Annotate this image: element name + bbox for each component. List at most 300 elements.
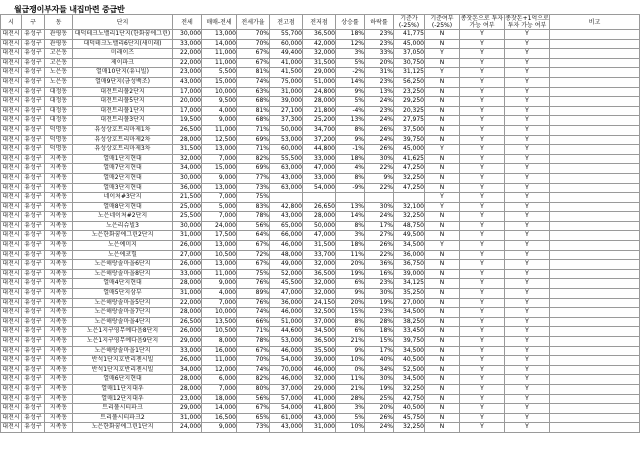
table-cell[interactable]: 43,000: [173, 77, 202, 87]
table-cell[interactable]: 유성상호트리마제3차: [73, 145, 173, 155]
table-cell[interactable]: Y: [460, 337, 505, 347]
table-cell[interactable]: 77%: [237, 173, 270, 183]
table-cell[interactable]: 41,000: [270, 58, 303, 68]
table-cell[interactable]: 열매11단지대우: [73, 384, 173, 394]
table-cell[interactable]: 지족동: [45, 164, 73, 174]
table-cell[interactable]: 14%: [336, 212, 365, 222]
table-cell[interactable]: [550, 394, 640, 404]
table-cell[interactable]: 47,000: [303, 164, 336, 174]
table-cell[interactable]: 82%: [237, 154, 270, 164]
table-cell[interactable]: 26,500: [173, 125, 202, 135]
table-cell[interactable]: 열매10단지(유니빌): [73, 68, 173, 78]
table-cell[interactable]: 82%: [237, 375, 270, 385]
table-cell[interactable]: 지족동: [45, 193, 73, 203]
table-cell[interactable]: 지족동: [45, 337, 73, 347]
table-cell[interactable]: 17%: [365, 346, 394, 356]
table-cell[interactable]: 13,000: [202, 145, 237, 155]
table-cell[interactable]: Y: [505, 164, 550, 174]
table-cell[interactable]: Y: [505, 116, 550, 126]
table-cell[interactable]: 33,450: [394, 327, 425, 337]
table-cell[interactable]: 32,000: [173, 154, 202, 164]
table-cell[interactable]: 열매12단지대우: [73, 394, 173, 404]
table-cell[interactable]: 대전트리풀5단지: [73, 97, 173, 107]
table-cell[interactable]: Y: [460, 423, 505, 433]
table-cell[interactable]: 지족동: [45, 327, 73, 337]
table-cell[interactable]: 26%: [365, 145, 394, 155]
table-cell[interactable]: 44,800: [303, 145, 336, 155]
table-cell[interactable]: Y: [460, 202, 505, 212]
table-cell[interactable]: N: [425, 30, 460, 40]
table-cell[interactable]: 대전시: [1, 289, 22, 299]
table-cell[interactable]: 32,250: [394, 212, 425, 222]
table-cell[interactable]: 36,500: [303, 269, 336, 279]
table-cell[interactable]: 28,000: [173, 308, 202, 318]
table-cell[interactable]: N: [425, 164, 460, 174]
table-cell[interactable]: 67%: [237, 404, 270, 414]
table-cell[interactable]: Y: [505, 49, 550, 59]
table-cell[interactable]: 54,000: [270, 404, 303, 414]
table-cell[interactable]: 19%: [336, 269, 365, 279]
table-cell[interactable]: 7,000: [202, 298, 237, 308]
table-cell[interactable]: Y: [460, 404, 505, 414]
table-cell[interactable]: 노은1지구영무예다음8단지: [73, 327, 173, 337]
table-cell[interactable]: 31,500: [173, 145, 202, 155]
table-cell[interactable]: 31,000: [173, 289, 202, 299]
table-cell[interactable]: 26,000: [173, 356, 202, 366]
table-cell[interactable]: [550, 183, 640, 193]
table-cell[interactable]: 31,500: [303, 241, 336, 251]
table-cell[interactable]: 10%: [336, 356, 365, 366]
table-cell[interactable]: 55,500: [270, 154, 303, 164]
table-cell[interactable]: 유성구: [22, 337, 45, 347]
table-cell[interactable]: Y: [505, 423, 550, 433]
table-cell[interactable]: 36,750: [394, 260, 425, 270]
table-cell[interactable]: 35,250: [394, 289, 425, 299]
table-cell[interactable]: 트리풀시티파크: [73, 404, 173, 414]
table-cell[interactable]: 80%: [237, 384, 270, 394]
table-cell[interactable]: 15,000: [202, 77, 237, 87]
table-cell[interactable]: [550, 145, 640, 155]
table-cell[interactable]: 유성구: [22, 97, 45, 107]
table-cell[interactable]: 유성구: [22, 317, 45, 327]
table-cell[interactable]: 17,000: [173, 106, 202, 116]
table-cell[interactable]: 20,325: [394, 106, 425, 116]
table-cell[interactable]: 74%: [237, 365, 270, 375]
table-cell[interactable]: N: [425, 337, 460, 347]
table-cell[interactable]: 노은해랑솔마을7단지: [73, 308, 173, 318]
table-cell[interactable]: [550, 356, 640, 366]
table-cell[interactable]: 지족동: [45, 404, 73, 414]
table-cell[interactable]: 5,500: [202, 68, 237, 78]
table-cell[interactable]: 10,000: [202, 87, 237, 97]
table-cell[interactable]: 8%: [336, 173, 365, 183]
table-cell[interactable]: [550, 337, 640, 347]
table-cell[interactable]: 33,000: [173, 269, 202, 279]
table-cell[interactable]: 노은리슈빌3: [73, 221, 173, 231]
table-cell[interactable]: Y: [505, 135, 550, 145]
table-cell[interactable]: N: [425, 279, 460, 289]
table-cell[interactable]: 31,000: [173, 413, 202, 423]
table-cell[interactable]: 13%: [365, 87, 394, 97]
table-cell[interactable]: Y: [505, 106, 550, 116]
table-cell[interactable]: Y: [460, 356, 505, 366]
table-cell[interactable]: Y: [505, 279, 550, 289]
table-cell[interactable]: N: [425, 365, 460, 375]
table-cell[interactable]: 45,000: [394, 145, 425, 155]
table-cell[interactable]: 66,000: [270, 231, 303, 241]
table-cell[interactable]: 대전시: [1, 279, 22, 289]
table-cell[interactable]: [550, 125, 640, 135]
table-cell[interactable]: 지족동: [45, 413, 73, 423]
table-cell[interactable]: 46,000: [270, 346, 303, 356]
header-cell[interactable]: 기준여부 (-25%): [425, 15, 460, 30]
table-cell[interactable]: [550, 30, 640, 40]
table-cell[interactable]: 지족동: [45, 298, 73, 308]
table-cell[interactable]: 36,000: [173, 183, 202, 193]
table-cell[interactable]: [550, 49, 640, 59]
table-cell[interactable]: 75%: [237, 269, 270, 279]
table-cell[interactable]: 51,000: [303, 77, 336, 87]
table-cell[interactable]: 30,000: [173, 30, 202, 40]
table-cell[interactable]: 관평동: [45, 39, 73, 49]
table-cell[interactable]: 대전시: [1, 202, 22, 212]
table-cell[interactable]: 24%: [365, 116, 394, 126]
table-cell[interactable]: 네이처#3단지: [73, 193, 173, 203]
table-cell[interactable]: 68%: [237, 116, 270, 126]
table-cell[interactable]: 26%: [365, 241, 394, 251]
table-cell[interactable]: 43,000: [303, 413, 336, 423]
table-cell[interactable]: Y: [460, 308, 505, 318]
table-cell[interactable]: 대전시: [1, 260, 22, 270]
table-cell[interactable]: 47,250: [394, 164, 425, 174]
table-cell[interactable]: 0%: [336, 365, 365, 375]
table-cell[interactable]: 대전시: [1, 404, 22, 414]
table-cell[interactable]: 13,500: [202, 317, 237, 327]
table-cell[interactable]: Y: [505, 308, 550, 318]
table-cell[interactable]: Y: [460, 164, 505, 174]
table-cell[interactable]: 8%: [336, 125, 365, 135]
table-cell[interactable]: 22,000: [173, 49, 202, 59]
table-cell[interactable]: 65%: [237, 413, 270, 423]
table-cell[interactable]: 대전시: [1, 58, 22, 68]
table-cell[interactable]: 열매8단지현대: [73, 202, 173, 212]
table-cell[interactable]: 24%: [365, 212, 394, 222]
table-cell[interactable]: Y: [460, 39, 505, 49]
table-cell[interactable]: 5%: [336, 413, 365, 423]
table-cell[interactable]: 70%: [237, 39, 270, 49]
table-cell[interactable]: 6,000: [202, 375, 237, 385]
table-cell[interactable]: 89%: [237, 289, 270, 299]
table-cell[interactable]: 대전시: [1, 77, 22, 87]
table-cell[interactable]: 36,500: [303, 337, 336, 347]
table-cell[interactable]: Y: [460, 298, 505, 308]
table-cell[interactable]: 대전시: [1, 193, 22, 203]
table-cell[interactable]: 34,500: [303, 327, 336, 337]
table-cell[interactable]: [550, 231, 640, 241]
table-cell[interactable]: 34,500: [394, 241, 425, 251]
table-cell[interactable]: [394, 193, 425, 203]
table-cell[interactable]: [550, 384, 640, 394]
table-cell[interactable]: [550, 375, 640, 385]
table-cell[interactable]: Y: [505, 125, 550, 135]
table-cell[interactable]: 지족동: [45, 231, 73, 241]
table-cell[interactable]: 25,500: [173, 212, 202, 222]
table-cell[interactable]: Y: [460, 49, 505, 59]
table-cell[interactable]: 14,000: [202, 404, 237, 414]
table-cell[interactable]: 20,000: [173, 97, 202, 107]
table-cell[interactable]: 28,000: [303, 212, 336, 222]
table-cell[interactable]: Y: [505, 97, 550, 107]
table-cell[interactable]: 열매2단지현대: [73, 173, 173, 183]
table-cell[interactable]: 유성상호트리마제2차: [73, 135, 173, 145]
table-cell[interactable]: Y: [505, 39, 550, 49]
table-cell[interactable]: 대전시: [1, 356, 22, 366]
header-cell[interactable]: 전저점: [303, 15, 336, 30]
table-cell[interactable]: 23%: [365, 308, 394, 318]
table-cell[interactable]: -9%: [336, 183, 365, 193]
table-cell[interactable]: 유성구: [22, 289, 45, 299]
table-cell[interactable]: 지족동: [45, 394, 73, 404]
table-cell[interactable]: [550, 116, 640, 126]
table-cell[interactable]: 67%: [237, 346, 270, 356]
table-cell[interactable]: 28,000: [303, 97, 336, 107]
table-cell[interactable]: N: [425, 375, 460, 385]
table-cell[interactable]: 68%: [237, 97, 270, 107]
table-cell[interactable]: 64%: [237, 231, 270, 241]
table-cell[interactable]: 36,000: [270, 298, 303, 308]
table-cell[interactable]: 32,000: [303, 260, 336, 270]
header-cell[interactable]: 비고: [550, 15, 640, 30]
table-cell[interactable]: 트리풀시티파크2: [73, 413, 173, 423]
header-cell[interactable]: 전세: [173, 15, 202, 30]
table-cell[interactable]: 65,000: [270, 221, 303, 231]
table-cell[interactable]: N: [425, 135, 460, 145]
table-cell[interactable]: 노은해랑솔마을4단지: [73, 317, 173, 327]
table-cell[interactable]: 11,000: [202, 58, 237, 68]
table-cell[interactable]: [550, 241, 640, 251]
table-cell[interactable]: 노은동: [45, 77, 73, 87]
table-cell[interactable]: 제이파크: [73, 58, 173, 68]
table-cell[interactable]: -2%: [336, 68, 365, 78]
table-cell[interactable]: 열매5단지삼부: [73, 289, 173, 299]
table-cell[interactable]: 20%: [365, 404, 394, 414]
table-cell[interactable]: 유성구: [22, 39, 45, 49]
table-cell[interactable]: [550, 221, 640, 231]
table-cell[interactable]: Y: [460, 260, 505, 270]
table-cell[interactable]: 유성구: [22, 164, 45, 174]
table-cell[interactable]: 유성구: [22, 365, 45, 375]
table-cell[interactable]: Y: [505, 68, 550, 78]
table-cell[interactable]: 33,000: [173, 39, 202, 49]
table-cell[interactable]: 유성구: [22, 68, 45, 78]
table-cell[interactable]: 대전트리풀1단지: [73, 106, 173, 116]
table-cell[interactable]: 24%: [365, 97, 394, 107]
table-cell[interactable]: 유성구: [22, 77, 45, 87]
table-cell[interactable]: 25,200: [303, 116, 336, 126]
table-cell[interactable]: 83%: [237, 202, 270, 212]
table-cell[interactable]: -4%: [336, 106, 365, 116]
table-cell[interactable]: [550, 154, 640, 164]
table-cell[interactable]: 대전시: [1, 337, 22, 347]
table-cell[interactable]: Y: [460, 413, 505, 423]
table-cell[interactable]: 13,000: [202, 30, 237, 40]
table-cell[interactable]: [550, 68, 640, 78]
table-cell[interactable]: Y: [460, 135, 505, 145]
table-cell[interactable]: 9,000: [202, 173, 237, 183]
table-cell[interactable]: 8,000: [202, 337, 237, 347]
table-cell[interactable]: 73%: [237, 183, 270, 193]
table-cell[interactable]: 6%: [336, 279, 365, 289]
table-cell[interactable]: 37,050: [394, 49, 425, 59]
table-cell[interactable]: Y: [505, 193, 550, 203]
table-cell[interactable]: 76%: [237, 279, 270, 289]
table-cell[interactable]: [303, 193, 336, 203]
table-cell[interactable]: N: [425, 298, 460, 308]
table-cell[interactable]: 49,000: [270, 260, 303, 270]
table-cell[interactable]: 대전시: [1, 327, 22, 337]
table-cell[interactable]: Y: [505, 289, 550, 299]
table-cell[interactable]: 34%: [365, 365, 394, 375]
table-cell[interactable]: 대전시: [1, 346, 22, 356]
table-cell[interactable]: 29,000: [303, 68, 336, 78]
table-cell[interactable]: 31,000: [173, 231, 202, 241]
table-cell[interactable]: 23,250: [394, 87, 425, 97]
table-cell[interactable]: 26,000: [173, 260, 202, 270]
table-cell[interactable]: Y: [460, 145, 505, 155]
table-cell[interactable]: [550, 365, 640, 375]
table-cell[interactable]: Y: [460, 384, 505, 394]
table-cell[interactable]: 16%: [365, 269, 394, 279]
table-cell[interactable]: 고은동: [45, 58, 73, 68]
table-cell[interactable]: 9%: [336, 346, 365, 356]
table-cell[interactable]: Y: [460, 231, 505, 241]
table-cell[interactable]: [550, 250, 640, 260]
table-cell[interactable]: 39,000: [270, 97, 303, 107]
table-cell[interactable]: 9%: [365, 173, 394, 183]
table-cell[interactable]: 50,000: [270, 125, 303, 135]
table-cell[interactable]: 대전시: [1, 317, 22, 327]
table-cell[interactable]: N: [425, 308, 460, 318]
table-cell[interactable]: Y: [505, 202, 550, 212]
table-cell[interactable]: 51,000: [270, 317, 303, 327]
table-cell[interactable]: 23,000: [173, 68, 202, 78]
table-cell[interactable]: Y: [425, 68, 460, 78]
table-cell[interactable]: 9,500: [202, 97, 237, 107]
table-cell[interactable]: 36%: [365, 260, 394, 270]
table-cell[interactable]: 열매4단지현대: [73, 279, 173, 289]
table-cell[interactable]: 유성구: [22, 183, 45, 193]
table-cell[interactable]: 71%: [237, 145, 270, 155]
table-cell[interactable]: 42,750: [394, 394, 425, 404]
table-cell[interactable]: 유성구: [22, 279, 45, 289]
table-cell[interactable]: Y: [460, 77, 505, 87]
table-cell[interactable]: N: [425, 404, 460, 414]
table-cell[interactable]: 유성구: [22, 202, 45, 212]
table-cell[interactable]: 18%: [336, 154, 365, 164]
table-cell[interactable]: 27,000: [173, 250, 202, 260]
table-cell[interactable]: 20%: [336, 260, 365, 270]
table-cell[interactable]: 지족동: [45, 365, 73, 375]
table-cell[interactable]: N: [425, 183, 460, 193]
table-cell[interactable]: 69%: [237, 164, 270, 174]
header-cell[interactable]: 시: [1, 15, 22, 30]
table-cell[interactable]: Y: [460, 221, 505, 231]
table-cell[interactable]: 대전트리풀3단지: [73, 116, 173, 126]
table-cell[interactable]: 26,000: [173, 327, 202, 337]
table-cell[interactable]: 34,000: [173, 365, 202, 375]
table-cell[interactable]: N: [425, 116, 460, 126]
table-cell[interactable]: 유성구: [22, 231, 45, 241]
table-cell[interactable]: 24%: [365, 423, 394, 433]
table-cell[interactable]: 30%: [365, 289, 394, 299]
table-cell[interactable]: 52,000: [270, 269, 303, 279]
table-cell[interactable]: 48,000: [270, 250, 303, 260]
table-cell[interactable]: 13,000: [202, 183, 237, 193]
table-cell[interactable]: Y: [505, 375, 550, 385]
table-cell[interactable]: Y: [460, 346, 505, 356]
table-cell[interactable]: [270, 193, 303, 203]
table-cell[interactable]: 17%: [365, 221, 394, 231]
table-cell[interactable]: Y: [460, 327, 505, 337]
table-cell[interactable]: 4,000: [202, 106, 237, 116]
table-cell[interactable]: N: [425, 212, 460, 222]
table-cell[interactable]: 21%: [336, 384, 365, 394]
table-cell[interactable]: 26%: [365, 413, 394, 423]
table-cell[interactable]: 지족동: [45, 289, 73, 299]
table-cell[interactable]: 대전시: [1, 375, 22, 385]
table-cell[interactable]: 노은해랑솔마을6단지: [73, 260, 173, 270]
table-cell[interactable]: 46,000: [270, 308, 303, 318]
table-cell[interactable]: N: [425, 97, 460, 107]
table-cell[interactable]: 41,800: [303, 404, 336, 414]
table-cell[interactable]: 41,775: [394, 30, 425, 40]
table-cell[interactable]: 49,500: [394, 231, 425, 241]
table-cell[interactable]: 유성구: [22, 308, 45, 318]
table-cell[interactable]: 대전시: [1, 173, 22, 183]
table-cell[interactable]: 13,000: [202, 241, 237, 251]
table-cell[interactable]: 67%: [237, 58, 270, 68]
table-cell[interactable]: 34,700: [303, 125, 336, 135]
table-cell[interactable]: 30%: [365, 154, 394, 164]
table-cell[interactable]: 27%: [365, 231, 394, 241]
table-cell[interactable]: 대전시: [1, 212, 22, 222]
table-cell[interactable]: 노은해랑솔마을5단지: [73, 298, 173, 308]
table-cell[interactable]: 56%: [237, 394, 270, 404]
table-cell[interactable]: 지족동: [45, 202, 73, 212]
table-cell[interactable]: Y: [505, 241, 550, 251]
table-cell[interactable]: 15%: [336, 308, 365, 318]
table-cell[interactable]: 대전시: [1, 365, 22, 375]
table-cell[interactable]: 17,000: [173, 87, 202, 97]
table-cell[interactable]: Y: [505, 317, 550, 327]
table-cell[interactable]: 54,000: [270, 356, 303, 366]
table-cell[interactable]: 12,500: [202, 135, 237, 145]
table-cell[interactable]: N: [425, 356, 460, 366]
table-cell[interactable]: 23,000: [173, 394, 202, 404]
table-cell[interactable]: 유성구: [22, 327, 45, 337]
table-cell[interactable]: 열매3단지현대: [73, 183, 173, 193]
table-cell[interactable]: 45,750: [394, 413, 425, 423]
table-cell[interactable]: [550, 173, 640, 183]
table-cell[interactable]: Y: [505, 145, 550, 155]
table-cell[interactable]: 48,750: [394, 221, 425, 231]
table-cell[interactable]: 유성구: [22, 413, 45, 423]
table-cell[interactable]: 유성구: [22, 145, 45, 155]
table-cell[interactable]: 36,500: [303, 30, 336, 40]
table-cell[interactable]: 22,000: [173, 58, 202, 68]
table-cell[interactable]: Y: [460, 212, 505, 222]
table-cell[interactable]: 15%: [365, 337, 394, 347]
